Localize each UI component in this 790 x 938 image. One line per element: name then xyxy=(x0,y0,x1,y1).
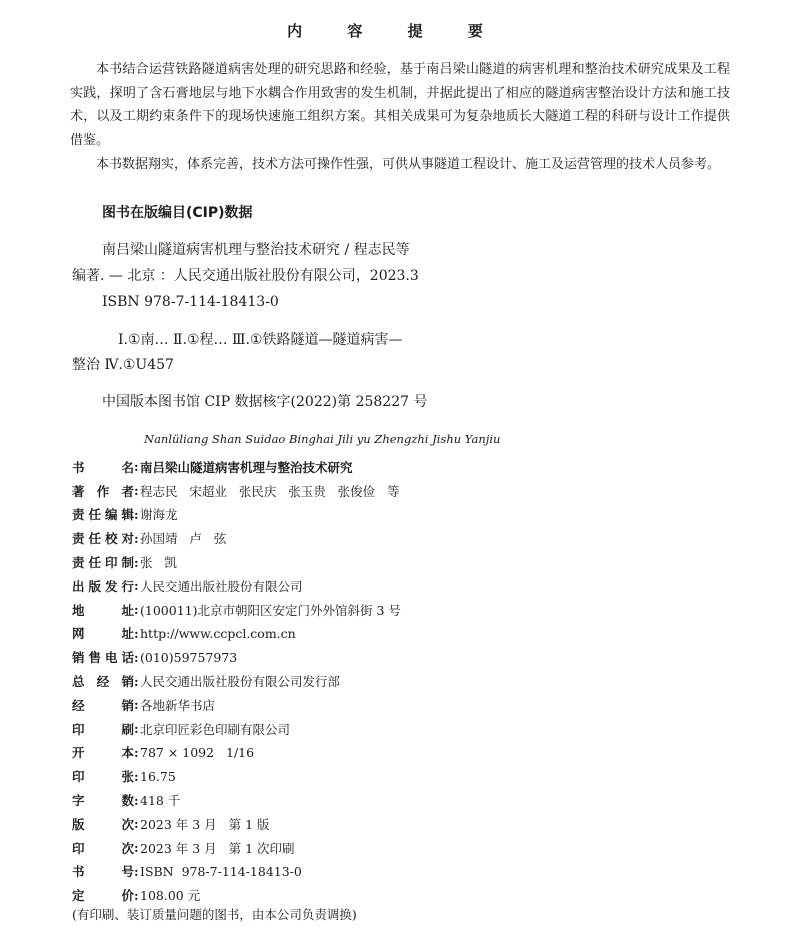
colophon-row-general-distributor: 总经销 : 人民交通出版社股份有限公司发行部 xyxy=(72,673,341,690)
cip-record-number: 中国版本图书馆 CIP 数据核字(2022)第 258227 号 xyxy=(102,394,428,410)
row-label: 印次 xyxy=(72,840,134,856)
cip-heading: 图书在版编目(CIP)数据 xyxy=(102,205,253,221)
colophon-row-price: 定价 : 108.00 元 xyxy=(72,887,201,904)
row-value: 谢海龙 xyxy=(140,507,178,523)
colophon-row-sales-phone: 销售电话 : (010)59757973 xyxy=(72,649,238,666)
cip-subject-line: Ⅰ.①南… Ⅱ.①程… Ⅲ.①铁路隧道—隧道病害— xyxy=(118,332,403,348)
row-label: 定价 xyxy=(72,888,134,904)
colophon-row-book-title: 书名 : 南吕梁山隧道病害机理与整治技术研究 xyxy=(72,459,353,475)
colophon-table xyxy=(72,455,772,907)
row-value: 787 × 1092 1/16 xyxy=(140,744,255,760)
row-value: 2023 年 3 月 第 1 次印刷 xyxy=(140,840,295,856)
row-label: 字数 xyxy=(72,793,134,809)
colophon-row-address: 地址 : (100011)北京市朝阳区安定门外外馆斜街 3 号 xyxy=(72,602,401,618)
quality-note: (有印刷、装订质量问题的图书，由本公司负责调换) xyxy=(72,907,357,922)
colophon-row-proofreader: 责任校对 : 孙国靖 卢 弦 xyxy=(72,530,227,547)
colophon-row-website: 网址 : http://www.ccpcl.com.cn xyxy=(72,625,296,642)
row-label: 责任印制 xyxy=(72,555,134,571)
row-value: 418 千 xyxy=(140,793,181,809)
row-label: 书号 xyxy=(72,864,134,880)
row-label: 地址 xyxy=(72,602,134,618)
row-value: 程志民 宋超业 张民庆 张玉贵 张俊俭 等 xyxy=(140,483,400,499)
colophon-row-print-supervisor: 责任印制 : 张 凯 xyxy=(72,554,177,571)
row-value: (010)59757973 xyxy=(140,649,238,665)
summary-title: 内 容 提 要 xyxy=(287,22,503,40)
row-label: 著作者 xyxy=(72,483,134,499)
row-label: 责任校对 xyxy=(72,531,134,547)
row-value: (100011)北京市朝阳区安定门外外馆斜街 3 号 xyxy=(140,602,401,618)
colophon-row-authors: 著作者 : 程志民 宋超业 张民庆 张玉贵 张俊俭 等 xyxy=(72,483,400,499)
colophon-row-word-count: 字数 : 418 千 xyxy=(72,792,181,809)
cip-subject-line-2: 整治 Ⅳ.①U457 xyxy=(72,357,174,373)
row-value: 2023 年 3 月 第 1 版 xyxy=(140,816,270,832)
row-label: 出版发行 xyxy=(72,578,134,594)
colophon-row-editor: 责任编辑 : 谢海龙 xyxy=(72,506,178,523)
row-label: 责任编辑 xyxy=(72,507,134,523)
row-value: 北京印匠彩色印刷有限公司 xyxy=(140,721,291,737)
row-label: 印刷 xyxy=(72,721,134,737)
row-label: 经销 xyxy=(72,697,134,713)
row-value: 孙国靖 卢 弦 xyxy=(140,531,227,547)
colophon-row-printer: 印刷 : 北京印匠彩色印刷有限公司 xyxy=(72,721,291,737)
pinyin-title: Nanlüliang Shan Suidao Binghai Jili yu Zhengzhi Jishu Yanjiu xyxy=(144,432,501,446)
colophon-row-printing: 印次 : 2023 年 3 月 第 1 次印刷 xyxy=(72,840,295,856)
colophon-row-format: 开本 : 787 × 1092 1/16 xyxy=(72,744,255,761)
summary-paragraph-1: 本书结合运营铁路隧道病害处理的研究思路和经验，基于南吕梁山隧道的病害机理和整治技术研究成果及工程实践，探明了含石膏地层与地下水耦合作用致害的发生机制，并据此提出了相应的隧道病害整治设计方法和施工技术，以及工期约束条件下的现场快速施工组织方案。其相关成果可为复杂地质长大隧道工程的科研与设计工作提供借鉴。 xyxy=(70,62,730,148)
row-value: http://www.ccpcl.com.cn xyxy=(140,625,296,641)
row-label: 书名 xyxy=(72,459,134,475)
row-label: 总经销 xyxy=(72,674,134,690)
summary-paragraph-2: 本书数据翔实，体系完善，技术方法可操作性强，可供从事隧道工程设计、施工及运营管理的技术人员参考。 xyxy=(96,157,721,172)
colophon-row-publisher: 出版发行 : 人民交通出版社股份有限公司 xyxy=(72,578,303,594)
row-value: 16.75 xyxy=(140,768,176,784)
row-value: 人民交通出版社股份有限公司发行部 xyxy=(140,674,341,690)
row-value: 张 凯 xyxy=(140,555,177,571)
row-value: ISBN 978-7-114-18413-0 xyxy=(140,863,302,879)
colophon-row-sheets: 印张 : 16.75 xyxy=(72,768,176,785)
row-label: 印张 xyxy=(72,769,134,785)
row-value: 各地新华书店 xyxy=(140,697,216,713)
row-value: 人民交通出版社股份有限公司 xyxy=(140,578,303,594)
cip-title-line: 南吕梁山隧道病害机理与整治技术研究 / 程志民等 xyxy=(102,242,410,258)
cip-isbn-line: ISBN 978-7-114-18413-0 xyxy=(102,294,279,310)
row-value: 108.00 元 xyxy=(140,888,201,904)
row-label: 版次 xyxy=(72,816,134,832)
row-label: 销售电话 xyxy=(72,650,134,666)
colophon-row-book-number: 书号 : ISBN 978-7-114-18413-0 xyxy=(72,863,302,880)
colophon-row-distributor: 经销 : 各地新华书店 xyxy=(72,697,216,713)
cip-publisher-line: 编著. — 北京 ：人民交通出版社股份有限公司，2023.3 xyxy=(72,268,419,284)
row-label: 开本 xyxy=(72,745,134,761)
row-label: 网址 xyxy=(72,626,134,642)
colophon-row-edition: 版次 : 2023 年 3 月 第 1 版 xyxy=(72,816,270,832)
row-value: 南吕梁山隧道病害机理与整治技术研究 xyxy=(140,459,353,475)
